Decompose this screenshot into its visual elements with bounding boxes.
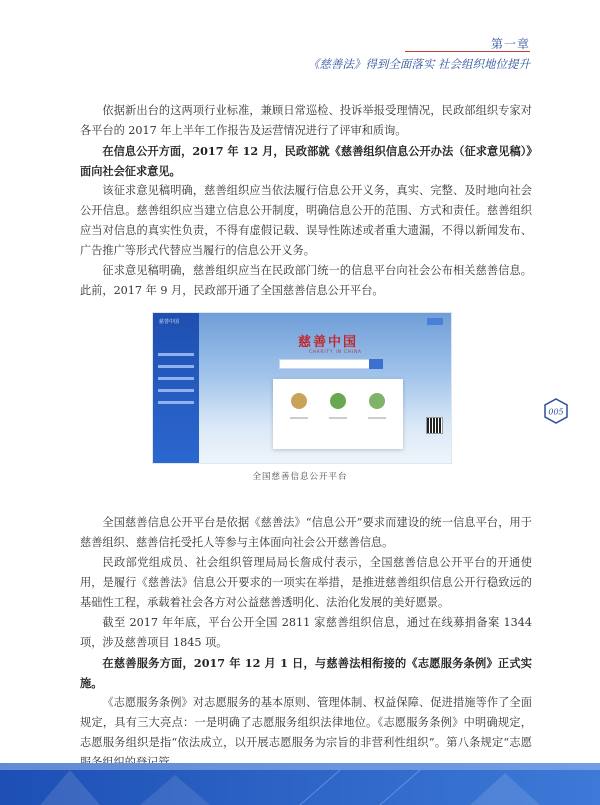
- paragraph-5: 全国慈善信息公开平台是依据《慈善法》“信息公开”要求而建设的统一信息平台，用于慈善组织、慈善信托受托人等参与主体面向社会公开慈善信息。: [80, 516, 532, 549]
- figure-search-box: [279, 359, 371, 369]
- figure-card: [273, 379, 403, 449]
- paragraph-4: 征求意见稿明确，慈善组织应当在民政部门统一的信息平台向社会公布相关慈善信息。此前，2017 年 9 月，民政部开通了全国慈善信息公开平台。: [80, 264, 532, 297]
- figure-org-icon: [291, 393, 307, 409]
- figure-site-logo: 慈善中国: [159, 319, 180, 325]
- footer-pattern: [0, 763, 600, 805]
- paragraph-2: 在信息公开方面，2017 年 12 月，民政部就《慈善组织信息公开办法（征求意见稿）》面向社会征求意见。: [80, 144, 532, 178]
- figure-site-title: 慈善中国: [298, 335, 359, 350]
- figure-menu-item: [158, 401, 194, 404]
- paragraph-7: 截至 2017 年年底，平台公开全国 2811 家慈善组织信息，通过在线募捐备案 1344 项，涉及慈善项目 1845 项。: [80, 616, 532, 649]
- figure-project-icon: [330, 393, 346, 409]
- paragraph-6: 民政部党组成员、社会组织管理局局长詹成付表示，全国慈善信息公开平台的开通使用，是履行《慈善法》信息公开要求的一项实在举措，是推进慈善组织信息公开行稳致远的基础性工程，承载着社会各方对公益慈善透明化、法治化发展的美好愿景。: [80, 556, 532, 609]
- figure-site-title-en: CHARITY IN CHINA: [309, 349, 362, 354]
- figure-card-label: [329, 417, 347, 419]
- chapter-label: 第一章: [490, 37, 530, 51]
- figure-menu-item: [158, 389, 194, 392]
- body-text-top: [80, 101, 532, 301]
- platform-screenshot-figure: [152, 312, 452, 464]
- chapter-subtitle: 《慈善法》得到全面落实 社会组织地位提升: [307, 57, 530, 71]
- page-number: 005: [548, 407, 564, 417]
- paragraph-8: 在慈善服务方面，2017 年 12 月 1 日，与慈善法相衔接的《志愿服务条例》正式实施。: [80, 656, 532, 690]
- paragraph-3: 该征求意见稿明确，慈善组织应当依法履行信息公开义务，真实、完整、及时地向社会公开信息。慈善组织应当建立信息公开制度，明确信息公开的范围、方式和责任。慈善组织应当对信息的真实性负责，不得有虚假记载、误导性陈述或者重大遗漏，不得以新闻发布、广告推广等形式代替应当履行的信息公开义务。: [80, 184, 532, 257]
- page-number-badge: [543, 398, 569, 424]
- header-rule: [405, 51, 530, 52]
- figure-sidebar: [153, 313, 199, 463]
- footer-band: [0, 763, 600, 805]
- body-text-bottom: [80, 513, 532, 773]
- figure-menu-item: [158, 365, 194, 368]
- paragraph-1: 依据新出台的这两项行业标准，兼顾日常巡检、投诉举报受理情况，民政部组织专家对各平台的 2017 年上半年工作报告及运营情况进行了评审和质询。: [80, 104, 532, 137]
- figure-menu-item: [158, 377, 194, 380]
- figure-caption: 全国慈善信息公开平台: [252, 472, 348, 482]
- figure-search-button: [369, 359, 383, 369]
- figure-card-label: [290, 417, 308, 419]
- paragraph-9: 《志愿服务条例》对志愿服务的基本原则、管理体制、权益保障、促进措施等作了全面规定，具有三大亮点：一是明确了志愿服务组织法律地位。《志愿服务条例》中明确规定，志愿服务组织是指“依法成立，以开展志愿服务为宗旨的非营利性组织”。第八条规定“志愿: [80, 696, 532, 749]
- figure-card-label: [368, 417, 386, 419]
- figure-trust-icon: [369, 393, 385, 409]
- figure-menu-item: [158, 353, 194, 356]
- figure-qr-code: [426, 417, 443, 434]
- figure-login-button: [427, 318, 443, 325]
